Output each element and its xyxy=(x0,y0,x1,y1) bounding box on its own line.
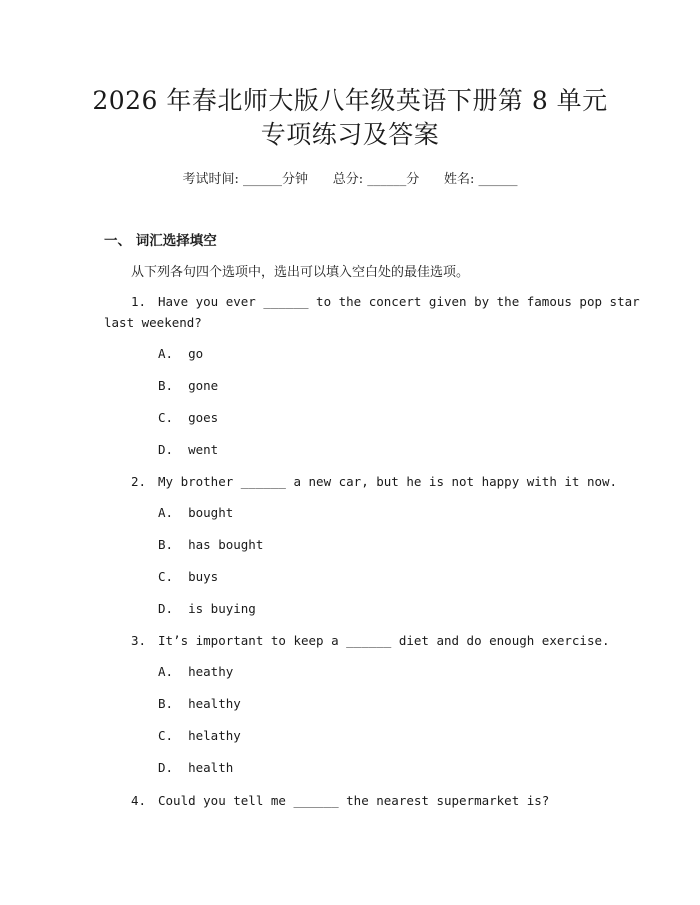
question-1-option-c: C. goes xyxy=(158,410,219,425)
question-2-option-b: B. has bought xyxy=(158,537,264,552)
question-text: Could you tell me ______ the nearest supermarket is? xyxy=(158,793,550,808)
question-2-option-c: C. buys xyxy=(158,569,219,584)
section-instruction: 从下列各句四个选项中，选出可以填入空白处的最佳选项。 xyxy=(131,265,470,280)
page-title-line-1: 2026 年春北师大版八年级英语下册第 8 单元 xyxy=(92,86,608,115)
question-text: Have you ever ______ to the concert given by the famous pop star xyxy=(158,294,640,309)
question-1-option-d: D. went xyxy=(158,442,219,457)
question-number: 1. xyxy=(131,294,147,309)
question-3-option-c: C. helathy xyxy=(158,728,241,743)
exam-info-line: 考试时间: ______分钟 总分: ______分 姓名: ______ xyxy=(182,172,518,187)
question-1-option-a: A. go xyxy=(158,346,204,361)
question-3-option-b: B. healthy xyxy=(158,696,241,711)
question-number: 2. xyxy=(131,474,147,489)
question-2-option-d: D. is buying xyxy=(158,601,256,616)
section-heading: 一、 词汇选择填空 xyxy=(104,233,217,249)
question-3-option-a: A. heathy xyxy=(158,664,234,679)
question-2-option-a: A. bought xyxy=(158,505,234,520)
question-text: It’s important to keep a ______ diet and do enough exercise. xyxy=(158,633,610,648)
question-3-option-d: D. health xyxy=(158,760,234,775)
page-title-line-2: 专项练习及答案 xyxy=(260,120,440,149)
question-number: 3. xyxy=(131,633,147,648)
question-number: 4. xyxy=(131,793,147,808)
question-text-continued: last weekend? xyxy=(104,315,202,330)
question-1-option-b: B. gone xyxy=(158,378,219,393)
question-text: My brother ______ a new car, but he is not happy with it now. xyxy=(158,474,618,489)
